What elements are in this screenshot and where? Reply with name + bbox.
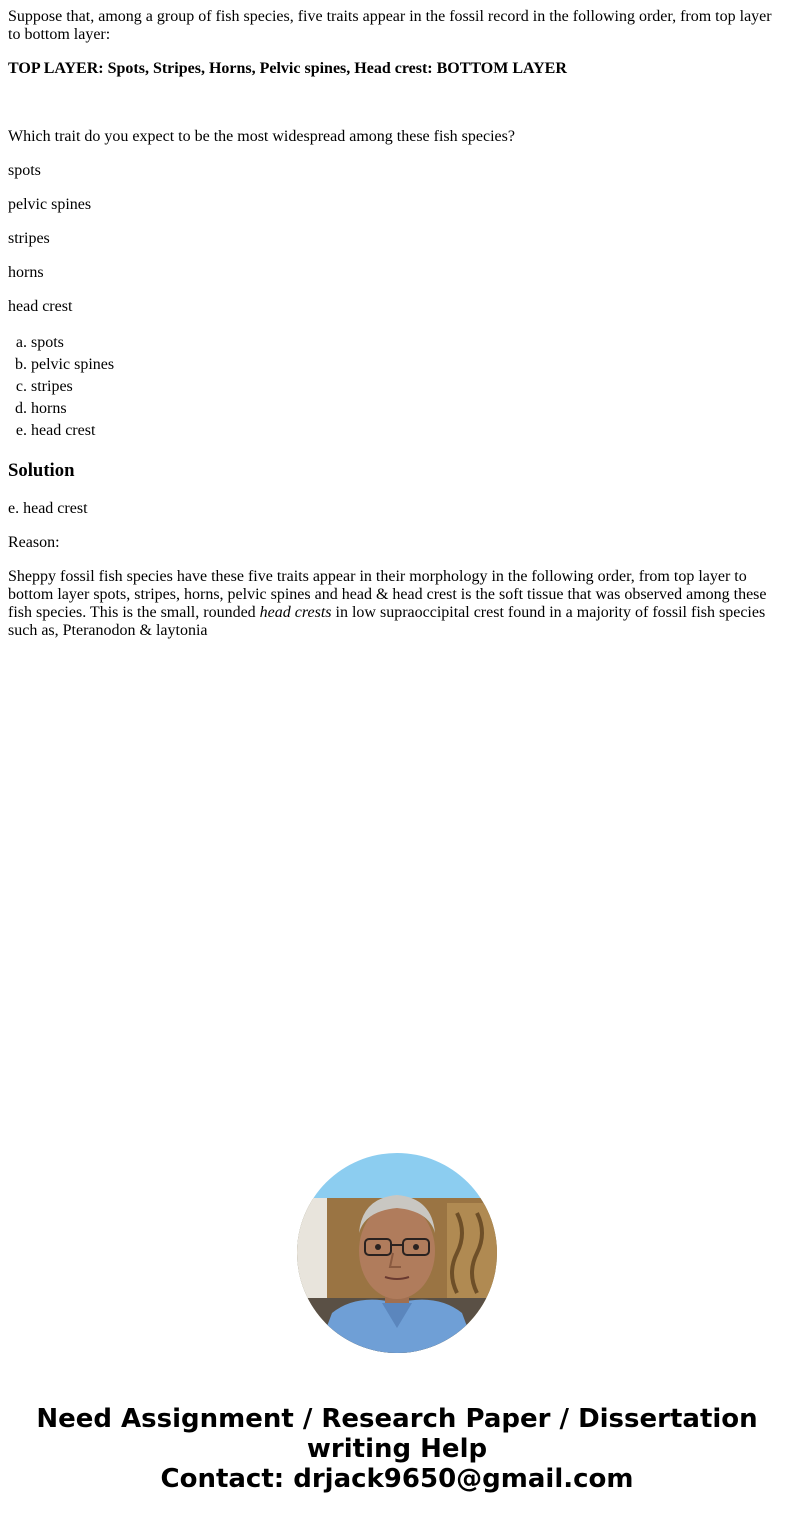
- plain-option: head crest: [8, 298, 73, 315]
- option-b: b. pelvic spines: [31, 354, 786, 376]
- author-photo: [297, 1153, 497, 1353]
- option-c: c. stripes: [31, 376, 786, 398]
- plain-option: horns: [8, 264, 44, 281]
- question-intro: Suppose that, among a group of fish species, five traits appear in the fossil record in the following order, from top layer to bottom layer:: [8, 8, 772, 43]
- promo-contact[interactable]: Contact: drjack9650@gmail.com: [160, 1464, 634, 1494]
- question-prompt: Which trait do you expect to be the most widespread among these fish species?: [8, 128, 515, 145]
- solution-heading: Solution: [8, 460, 75, 481]
- lettered-options-list: [8, 332, 786, 442]
- explanation-emphasis: head crests: [259, 604, 332, 621]
- promo-line-2: writing Help: [306, 1434, 488, 1464]
- option-e: e. head crest: [31, 420, 786, 442]
- author-avatar: [297, 1153, 497, 1353]
- spacer: [8, 94, 786, 128]
- document-body: [8, 8, 786, 656]
- promo-banner: [0, 1404, 794, 1494]
- solution-answer: e. head crest: [8, 500, 88, 517]
- layer-order: TOP LAYER: Spots, Stripes, Horns, Pelvic spines, Head crest: BOTTOM LAYER: [8, 60, 567, 77]
- plain-option: spots: [8, 162, 41, 179]
- reason-label: Reason:: [8, 534, 60, 551]
- plain-option: pelvic spines: [8, 196, 92, 213]
- explanation-text: Sheppy fossil fish species have these five traits appear in their morphology in the following order, from top layer to bottom layer spots, stripes, horns, pelvic spines and head & head crest is the soft tissue that was observed among these fish species. This is the small, rounded: [8, 568, 767, 621]
- plain-option: stripes: [8, 230, 50, 247]
- explanation-text-end: in low supraoccipital crest found in a majority of fossil fish species such as, Pteranodon & laytonia: [8, 604, 766, 639]
- option-d: d. horns: [31, 398, 786, 420]
- promo-line-1: Need Assignment / Research Paper / Dissertation: [36, 1404, 758, 1434]
- solution-explanation: [8, 568, 786, 640]
- option-a: a. spots: [31, 332, 786, 354]
